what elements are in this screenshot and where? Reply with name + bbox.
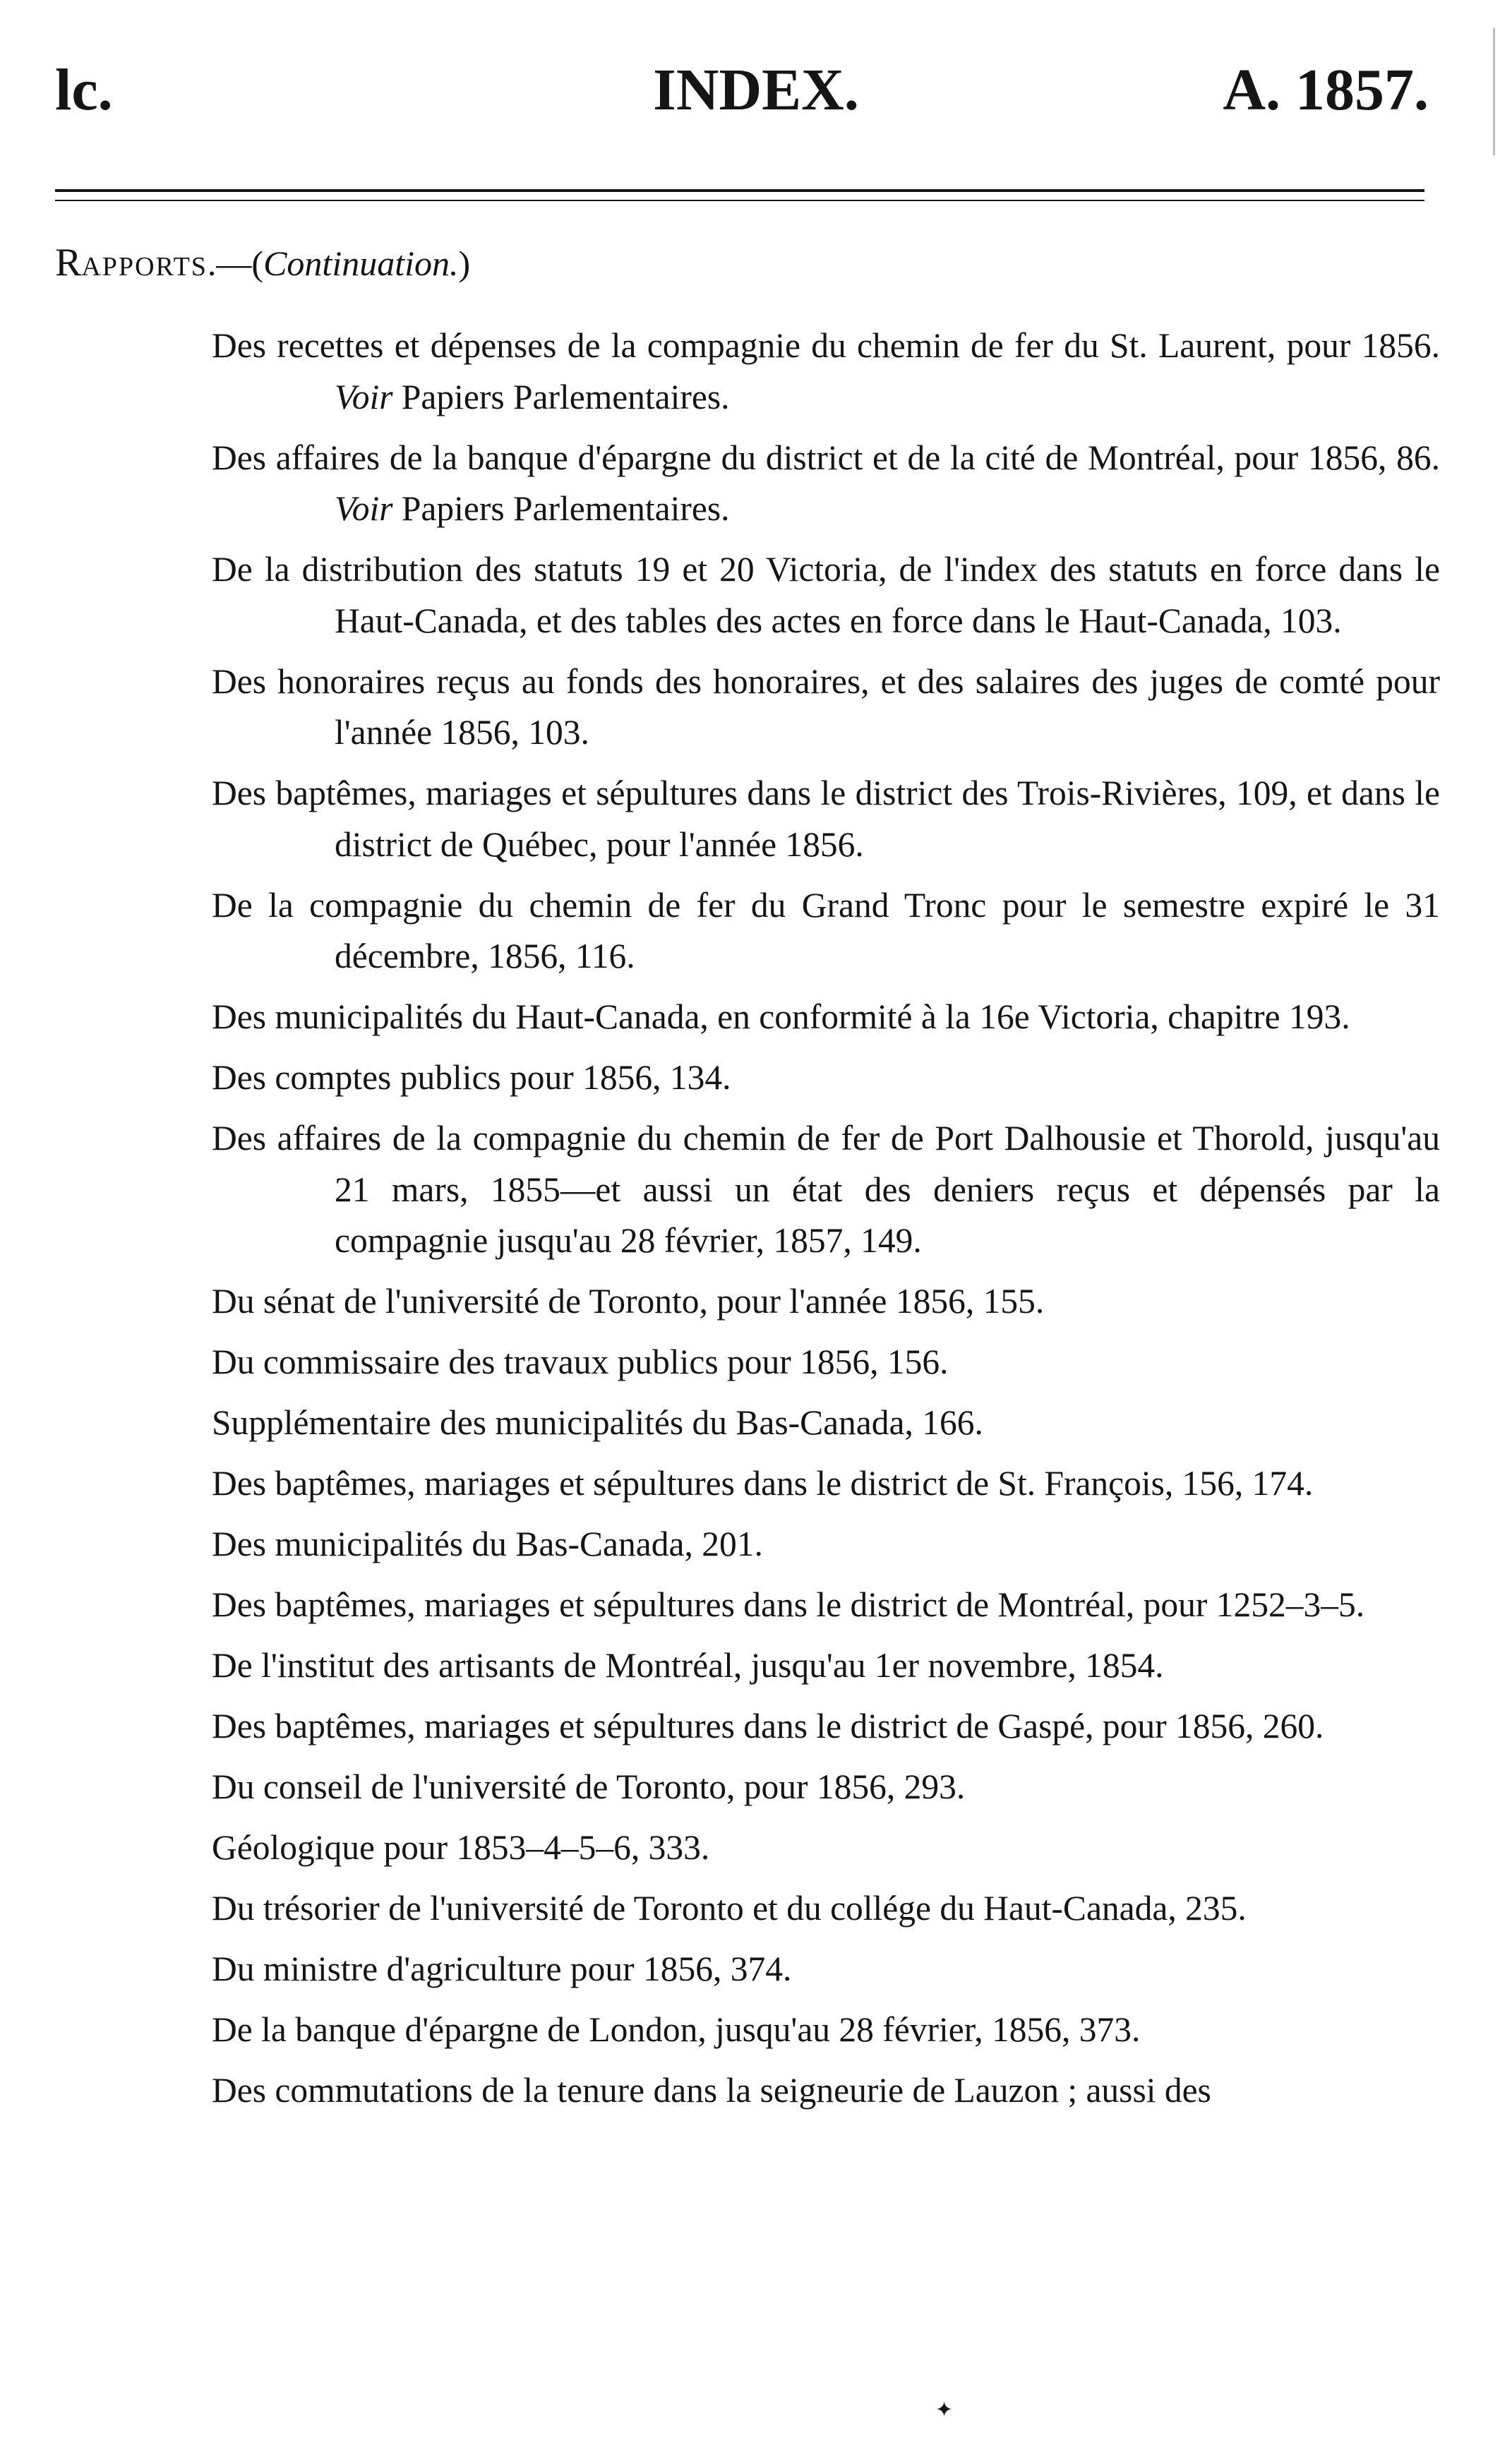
index-entries — [212, 320, 1440, 2126]
entry-text: Des baptêmes, mariages et sépultures dans le district de St. François, 156, 174. — [212, 1464, 1314, 1503]
index-entry — [212, 2065, 1440, 2117]
entry-text: Du conseil de l'université de Toronto, pour 1856, 293. — [212, 1767, 966, 1806]
entry-text: De la distribution des statuts 19 et 20 Victoria, de l'index des statuts en force dans le Haut-Canada, et des tables des actes en force dans le Haut-Canada, 103. — [212, 550, 1440, 640]
section-punct: .—( — [207, 244, 264, 283]
index-entry — [212, 1337, 1440, 1388]
index-entry — [212, 2005, 1440, 2056]
entry-text-after: Papiers Parlementaires. — [392, 377, 730, 416]
entry-text: Géologique pour 1853–4–5–6, 333. — [212, 1828, 710, 1867]
margin-mark — [1493, 28, 1495, 155]
index-entry — [212, 1822, 1440, 1874]
index-entry — [212, 1580, 1440, 1631]
entry-text: Des baptêmes, mariages et sépultures dans le district des Trois-Rivières, 109, et dans le district de Québec, pour l'année 1856. — [212, 774, 1440, 864]
entry-italic: Voir — [335, 489, 393, 528]
entry-text: Des commutations de la tenure dans la seigneurie de Lauzon ; aussi des — [212, 2071, 1211, 2110]
index-entry — [212, 880, 1440, 982]
entry-text: Des baptêmes, mariages et sépultures dans le district de Montréal, pour 1252–3–5. — [212, 1585, 1365, 1624]
index-entry — [212, 1052, 1440, 1104]
entry-text: Des comptes publics pour 1856, 134. — [212, 1058, 731, 1097]
year-label: A. 1857. — [1223, 57, 1429, 123]
index-entry — [212, 656, 1440, 759]
entry-text: De l'institut des artisants de Montréal, jusqu'au 1er novembre, 1854. — [212, 1646, 1164, 1685]
page-title: INDEX. — [653, 57, 859, 123]
index-entry — [212, 433, 1440, 535]
index-entry — [212, 768, 1440, 870]
index-entry — [212, 1276, 1440, 1328]
entry-text: Des municipalités du Haut-Canada, en conformité à la 16e Victoria, chapitre 193. — [212, 997, 1350, 1036]
entry-italic: Voir — [335, 377, 393, 416]
entry-text: De la compagnie du chemin de fer du Grand Tronc pour le semestre expiré le 31 décembre, 1856, 116. — [212, 885, 1440, 975]
entry-text-after: Papiers Parlementaires. — [392, 489, 730, 528]
index-entry — [212, 544, 1440, 647]
section-heading — [55, 239, 470, 291]
entry-text: Des baptêmes, mariages et sépultures dans le district de Gaspé, pour 1856, 260. — [212, 1707, 1324, 1745]
section-close: ) — [458, 244, 471, 283]
entry-text: Du sénat de l'université de Toronto, pour l'année 1856, 155. — [212, 1282, 1045, 1321]
section-continuation: Continuation. — [263, 244, 459, 283]
entry-text: Des municipalités du Bas-Canada, 201. — [212, 1525, 763, 1563]
index-entry — [212, 1519, 1440, 1570]
page-number: lc. — [55, 57, 113, 123]
index-entry — [212, 992, 1440, 1043]
index-entry — [212, 1883, 1440, 1935]
header-rule-thin — [55, 200, 1424, 201]
entry-text: Du trésorier de l'université de Toronto et du collége du Haut-Canada, 235. — [212, 1889, 1247, 1928]
entry-text: De la banque d'épargne de London, jusqu'au 28 février, 1856, 373. — [212, 2010, 1141, 2049]
entry-text: Des affaires de la banque d'épargne du district et de la cité de Montréal, pour 1856, 86. — [212, 438, 1440, 477]
index-entry — [212, 1944, 1440, 1995]
index-entry — [212, 1398, 1440, 1449]
index-entry — [212, 1762, 1440, 1813]
entry-text: Supplémentaire des municipalités du Bas-Canada, 166. — [212, 1403, 983, 1442]
section-initial: R — [55, 241, 82, 284]
index-entry — [212, 1701, 1440, 1753]
header-rule-thick — [55, 189, 1424, 192]
entry-text: Des affaires de la compagnie du chemin de fer de Port Dalhousie et Thorold, jusqu'au 21 mars, 1855—et aussi un état des deniers reçus et dépensés par la compagnie jusqu'au 28 février, 1857, 149. — [212, 1119, 1440, 1260]
index-entry — [212, 1640, 1440, 1692]
entry-text: Du commissaire des travaux publics pour 1856, 156. — [212, 1342, 949, 1381]
entry-text: Des recettes et dépenses de la compagnie du chemin de fer du St. Laurent, pour 1856. — [212, 326, 1440, 365]
entry-text: Des honoraires reçus au fonds des honoraires, et des salaires des juges de comté pour l'année 1856, 103. — [212, 661, 1440, 752]
ornament-icon: ✦ — [935, 2398, 954, 2422]
index-entry — [212, 1458, 1440, 1510]
entry-text: Du ministre d'agriculture pour 1856, 374. — [212, 1949, 792, 1988]
index-entry — [212, 1113, 1440, 1267]
section-name-rest: APPORTS — [81, 252, 208, 282]
index-entry — [212, 320, 1440, 423]
